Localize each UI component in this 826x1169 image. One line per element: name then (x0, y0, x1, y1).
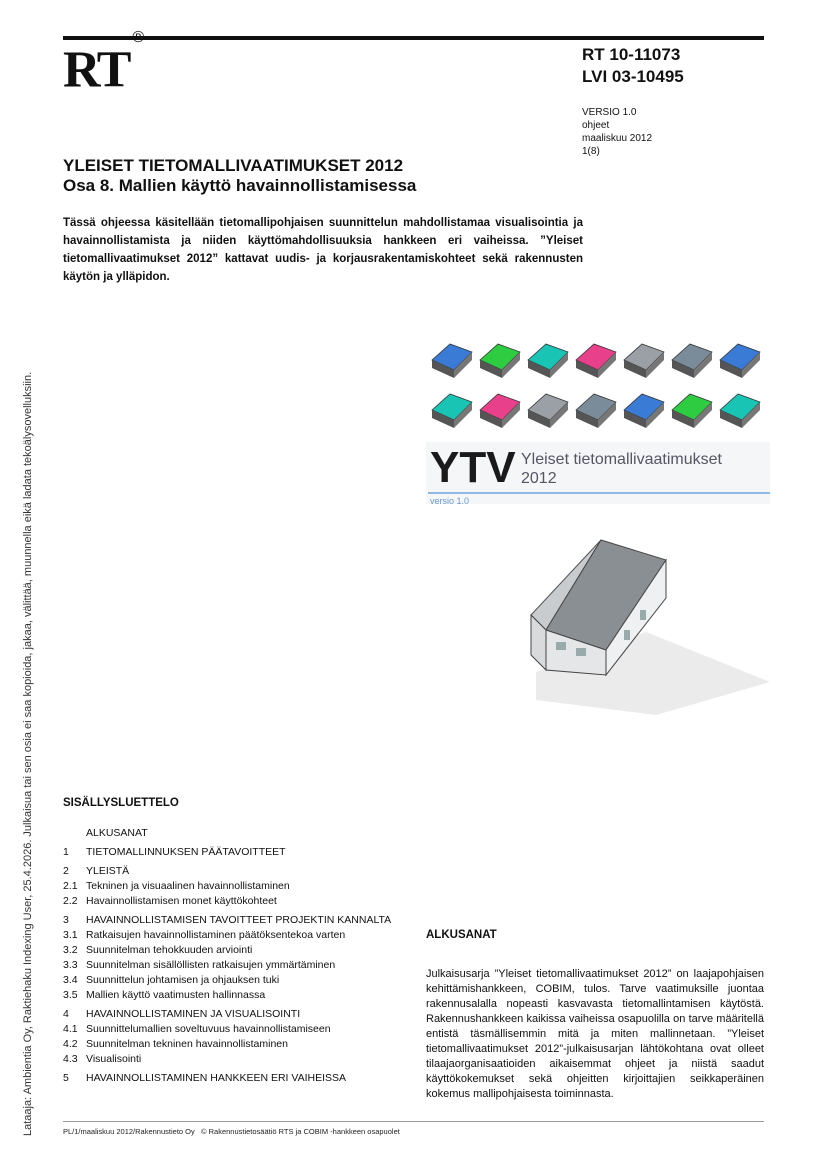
toc-number: 4.3 (63, 1053, 78, 1065)
building-icon (576, 394, 616, 428)
building-icon (480, 394, 520, 428)
building-icon (528, 394, 568, 428)
building-icon (672, 344, 712, 378)
toc-number: 2.2 (63, 895, 78, 907)
cover-title-2: 2012 (521, 470, 557, 487)
toc-number: 2.1 (63, 880, 78, 892)
building-icon (624, 394, 664, 428)
house-window (640, 610, 646, 620)
building-icon (528, 344, 568, 378)
toc-number: 4.2 (63, 1038, 78, 1050)
top-rule (63, 36, 764, 40)
house-model (531, 540, 770, 715)
cover-version: versio 1.0 (430, 496, 470, 506)
toc-text: Havainnollistamisen monet käyttökohteet (86, 895, 277, 907)
toc-text: Suunnittelumallien soveltuvuus havainnollistamiseen (86, 1023, 331, 1035)
toc-item (63, 1007, 393, 1022)
toc-number: 5 (63, 1072, 69, 1084)
toc-text: TIETOMALLINNUKSEN PÄÄTAVOITTEET (86, 846, 286, 858)
toc-text: HAVAINNOLLISTAMINEN HANKKEEN ERI VAIHEISSA (86, 1072, 347, 1084)
toc-text: Mallien käyttö vaatimusten hallinnassa (86, 989, 266, 1001)
toc-item (63, 894, 393, 909)
title-line-1: YLEISET TIETOMALLIVAATIMUKSET 2012 (63, 156, 404, 175)
code-rt: RT 10-11073 (582, 45, 681, 64)
toc-number: 3 (63, 914, 69, 926)
toc-heading: SISÄLLYSLUETTELO (63, 797, 179, 809)
alkusanat-heading: ALKUSANAT (426, 929, 497, 941)
building-icon (624, 344, 664, 378)
toc-item (63, 1071, 393, 1086)
intro-paragraph: Tässä ohjeessa käsitellään tietomallipohjaisen suunnittelun mahdollistamaa visualisointia ja havainnollistamista ja niiden käyttömahdollisuuksia hankkeen eri vaiheissa. ”Yleiset tietomallivaatimukset 2012” kattavat uudis- ja korjausrakentamiskohteet sekä rakennusten käytön ja ylläpidon. (63, 217, 583, 283)
rt-logo: RT® (63, 29, 143, 99)
toc-text: YLEISTÄ (86, 865, 130, 877)
toc-number: 3.4 (63, 974, 78, 986)
cover-svg (426, 330, 770, 715)
download-notice: Lataaja: Ambientia Oy, Raktiehaku Indexing User, 25.4.2026. Julkaisua tai sen osia ei saa kopioida, jakaa, välittää, muunnella eikä ladata tekoälysovelluksiin. (22, 371, 34, 1136)
toc-number (63, 826, 86, 841)
toc-number: 1 (63, 846, 69, 858)
toc-item (63, 973, 393, 988)
footer-text: PL/1/maaliskuu 2012/Rakennustieto Oy © Rakennustietosäätiö RTS ja COBIM -hankkeen osapuolet (63, 1127, 400, 1136)
toc-item (63, 943, 393, 958)
title-line-2: Osa 8. Mallien käyttö havainnollistamisessa (63, 176, 417, 195)
toc-text: ALKUSANAT (86, 827, 148, 839)
toc-text: Suunnitelman sisällöllisten ratkaisujen ymmärtäminen (86, 959, 336, 971)
house-window (556, 642, 566, 650)
building-icon (432, 394, 472, 428)
ytv-logo: YTV (430, 443, 516, 492)
icon-grid (432, 344, 760, 428)
building-icon (720, 394, 760, 428)
building-icon (672, 394, 712, 428)
toc-text: Suunnitelman tehokkuuden arviointi (86, 944, 253, 956)
toc-text: HAVAINNOLLISTAMISEN TAVOITTEET PROJEKTIN KANNALTA (86, 914, 392, 926)
toc-number: 3.1 (63, 929, 78, 941)
code-lvi: LVI 03-10495 (582, 67, 684, 86)
toc-number: 4 (63, 1008, 69, 1020)
toc-item (63, 913, 393, 928)
house-window (576, 648, 586, 656)
table-of-contents (63, 826, 393, 1086)
toc-text: Suunnittelun johtamisen ja ohjauksen tuki (86, 974, 280, 986)
toc-number: 3.2 (63, 944, 78, 956)
doc-date: maaliskuu 2012 (582, 133, 653, 144)
toc-item (63, 988, 393, 1003)
building-icon (432, 344, 472, 378)
version-label: VERSIO 1.0 (582, 107, 637, 118)
toc-text: HAVAINNOLLISTAMINEN JA VISUALISOINTI (86, 1008, 301, 1020)
toc-text: Ratkaisujen havainnollistaminen päätöksentekoa varten (86, 929, 346, 941)
toc-item (63, 864, 393, 879)
document-codes (582, 44, 684, 88)
toc-item (63, 958, 393, 973)
toc-number: 3.3 (63, 959, 78, 971)
cover-illustration (426, 330, 770, 715)
toc-number: 4.1 (63, 1023, 78, 1035)
page-count: 1(8) (582, 146, 600, 157)
alkusanat-body: Julkaisusarja ”Yleiset tietomallivaatimukset 2012” on laajapohjaisen kehittämishankkeen, COBIM, tulos. Tarve vaatimuksille juontaa rakennusalalla nopeasti kasvavasta tietomallintamisen käytöstä. Rakennushankkeen kaikissa vaiheissa osapuolilla on tarve määritellä entistä täsmällisemmin mitä ja miten mallinnetaan. ”Yleiset tietomallivaatimukset 2012”-julkaisusarjan lähtökohtana ovat olleet tilaajaorganisaatioiden aikaisemmat ohjeet ja niistä saadut käyttökokemukset sekä ohjeitten kirjoittajien seikkaperäinen kokemus mallipohjaisesta toiminnasta. (426, 968, 764, 1100)
toc-item (63, 1037, 393, 1052)
toc-text: Visualisointi (86, 1053, 142, 1065)
footer-rule (63, 1121, 764, 1122)
toc-item (63, 826, 393, 841)
page-title (63, 156, 563, 196)
toc-text: Suunnitelman tekninen havainnollistaminen (86, 1038, 288, 1050)
toc-item (63, 1022, 393, 1037)
building-icon (480, 344, 520, 378)
cover-title-1: Yleiset tietomallivaatimukset (521, 451, 722, 468)
toc-text: Tekninen ja visuaalinen havainnollistaminen (86, 880, 290, 892)
toc-item (63, 845, 393, 860)
toc-item (63, 928, 393, 943)
toc-number: 2 (63, 865, 69, 877)
building-icon (720, 344, 760, 378)
document-meta (582, 106, 652, 158)
building-icon (576, 344, 616, 378)
toc-item (63, 879, 393, 894)
toc-number: 3.5 (63, 989, 78, 1001)
toc-item (63, 1052, 393, 1067)
doc-type: ohjeet (582, 120, 610, 131)
house-window (624, 630, 630, 640)
